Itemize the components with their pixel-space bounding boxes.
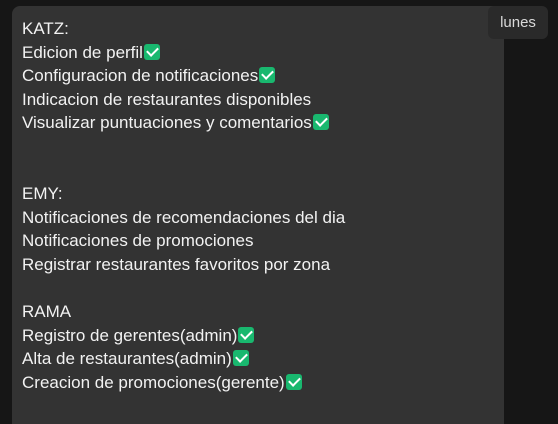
task-text: Notificaciones de recomendaciones del dia [22, 207, 346, 227]
check-mark-icon [259, 67, 275, 83]
task-text: Registro de gerentes(admin) [22, 325, 238, 345]
check-mark-icon [286, 374, 302, 390]
task-text: Registrar restaurantes favoritos por zona [22, 254, 331, 274]
task-text: Creacion de promociones(gerente) [22, 372, 285, 392]
check-mark-icon [313, 114, 329, 130]
check-mark-icon [233, 350, 249, 366]
date-separator-badge: lunes [488, 6, 548, 39]
task-text: Configuracion de notificaciones [22, 66, 259, 86]
task-item [22, 88, 494, 112]
task-item [22, 253, 494, 277]
check-mark-icon [144, 44, 160, 60]
blank-line [22, 159, 494, 183]
section-header-rama: RAMA [22, 302, 72, 322]
task-text: Alta de restaurantes(admin) [22, 349, 232, 369]
task-item [22, 64, 494, 88]
task-text: Visualizar puntuaciones y comentarios [22, 113, 312, 133]
task-item [22, 371, 494, 395]
task-item [22, 324, 494, 348]
blank-line [22, 277, 494, 301]
task-text: Edicion de perfil [22, 42, 143, 62]
task-item [22, 41, 494, 65]
task-item [22, 229, 494, 253]
message-bubble[interactable] [12, 6, 504, 424]
task-item [22, 206, 494, 230]
check-mark-icon [238, 327, 254, 343]
task-text: Indicacion de restaurantes disponibles [22, 89, 312, 109]
blank-line [22, 135, 494, 159]
task-item [22, 111, 494, 135]
section-header-katz: KATZ: [22, 19, 69, 38]
section-header-emy: EMY: [22, 184, 63, 204]
task-text: Notificaciones de promociones [22, 231, 254, 251]
task-item [22, 347, 494, 371]
